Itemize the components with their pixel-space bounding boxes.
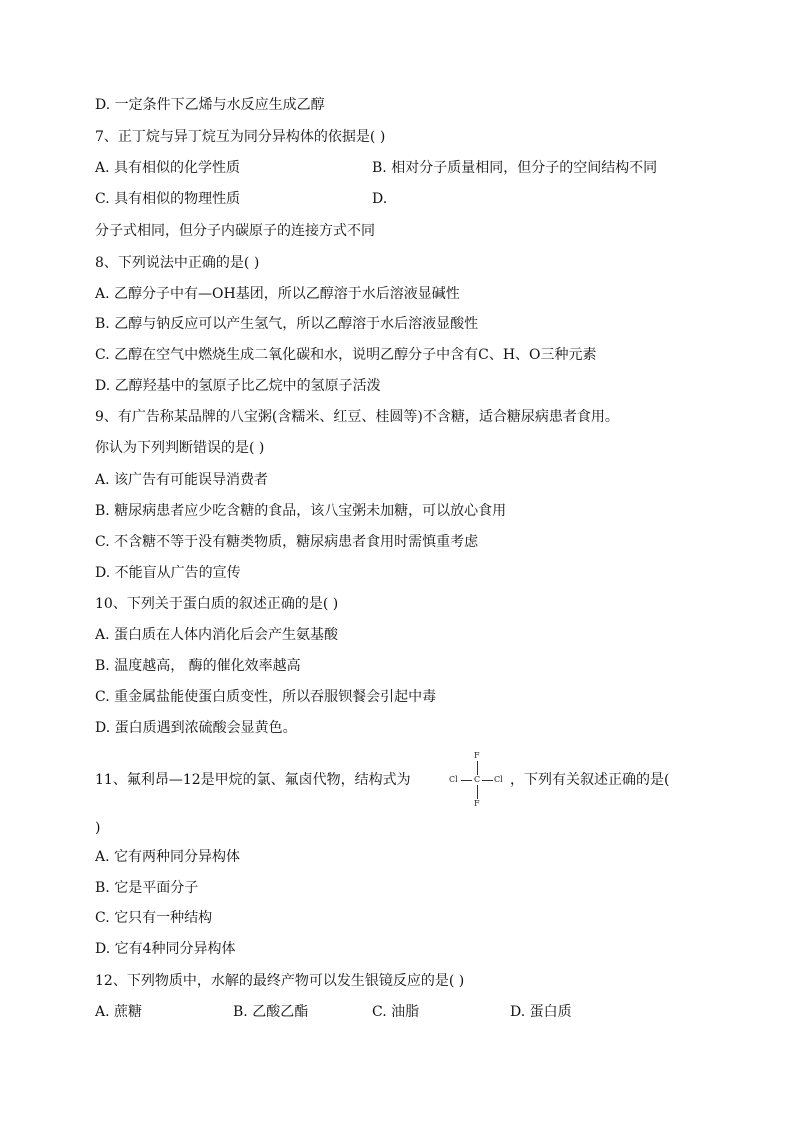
q7-option-a: A. 具有相似的化学性质 [95,160,241,176]
q10-option-b: B. 温度越高， 酶的催化效率越高 [95,658,301,674]
q11-stem-close: ) [95,820,101,836]
q8-option-c: C. 乙醇在空气中燃烧生成二氧化碳和水，说明乙醇分子中含有C、H、O三种元素 [95,347,597,363]
q9-stem: 9、有广告称某品牌的八宝粥(含糯米、红豆、桂圆等)不含糖，适合糖尿病患者食用。 [95,409,619,425]
formula-bond-right [482,780,493,781]
q12-stem: 12、下列物质中，水解的最终产物可以发生银镜反应的是( ) [95,973,465,989]
q12-option-d: D. 蛋白质 [510,1004,572,1020]
q11-stem-cont: ，下列有关叙述正确的是( [510,772,670,788]
q9-option-a: A. 该广告有可能误导消费者 [95,472,269,488]
q11-stem: 11、氟利昂—12是甲烷的氯、氟卤代物，结构式为 [95,772,411,788]
q7-option-d-text: 分子式相同，但分子内碳原子的连接方式不同 [95,223,375,239]
formula-bottom-atom: F [474,799,480,808]
formula-bond-left [461,780,472,781]
q11-option-b: B. 它是平面分子 [95,880,199,896]
q12-option-c: C. 油脂 [372,1004,420,1020]
q10-option-c: C. 重金属盐能使蛋白质变性，所以吞服钡餐会引起中毒 [95,689,437,705]
q7-stem: 7、正丁烷与异丁烷互为同分异构体的依据是( ) [95,129,386,145]
q10-option-d: D. 蛋白质遇到浓硫酸会显黄色。 [95,720,297,736]
q12-option-b: B. 乙酸乙酯 [233,1004,309,1020]
formula-left-atom: Cl [449,775,458,784]
q9-stem-cont: 你认为下列判断错误的是( ) [95,440,265,456]
q8-option-d: D. 乙醇羟基中的氢原子比乙烷中的氢原子活泼 [95,378,381,394]
q7-option-d: D. [372,191,388,207]
q12-option-a: A. 蔗糖 [95,1004,143,1020]
q11-option-a: A. 它有两种同分异构体 [95,849,241,865]
q11-option-d: D. 它有4种同分异构体 [95,941,236,957]
q8-option-b: B. 乙醇与钠反应可以产生氢气，所以乙醇溶于水后溶液显酸性 [95,316,479,332]
q6-option-d: D. 一定条件下乙烯与水反应生成乙醇 [95,97,325,113]
formula-top-atom: F [474,751,480,760]
formula-center-atom: C [474,775,481,784]
structural-formula [449,752,507,808]
q7-option-b: B. 相对分子质量相同，但分子的空间结构不同 [372,160,658,176]
q7-option-c: C. 具有相似的物理性质 [95,191,241,207]
q11-option-c: C. 它只有一种结构 [95,910,213,926]
q9-option-b: B. 糖尿病患者应少吃含糖的食品，该八宝粥未加糖，可以放心食用 [95,503,507,519]
q9-option-d: D. 不能盲从广告的宣传 [95,565,241,581]
q10-stem: 10、下列关于蛋白质的叙述正确的是( ) [95,596,339,612]
formula-bond-bottom [477,785,478,799]
q10-option-a: A. 蛋白质在人体内消化后会产生氨基酸 [95,627,339,643]
q9-option-c: C. 不含糖不等于没有糖类物质，糖尿病患者食用时需慎重考虑 [95,534,479,550]
formula-bond-top [477,761,478,775]
q8-option-a: A. 乙醇分子中有—OH基团，所以乙醇溶于水后溶液显碱性 [95,286,460,302]
formula-right-atom: Cl [494,775,503,784]
q8-stem: 8、下列说法中正确的是( ) [95,255,260,271]
